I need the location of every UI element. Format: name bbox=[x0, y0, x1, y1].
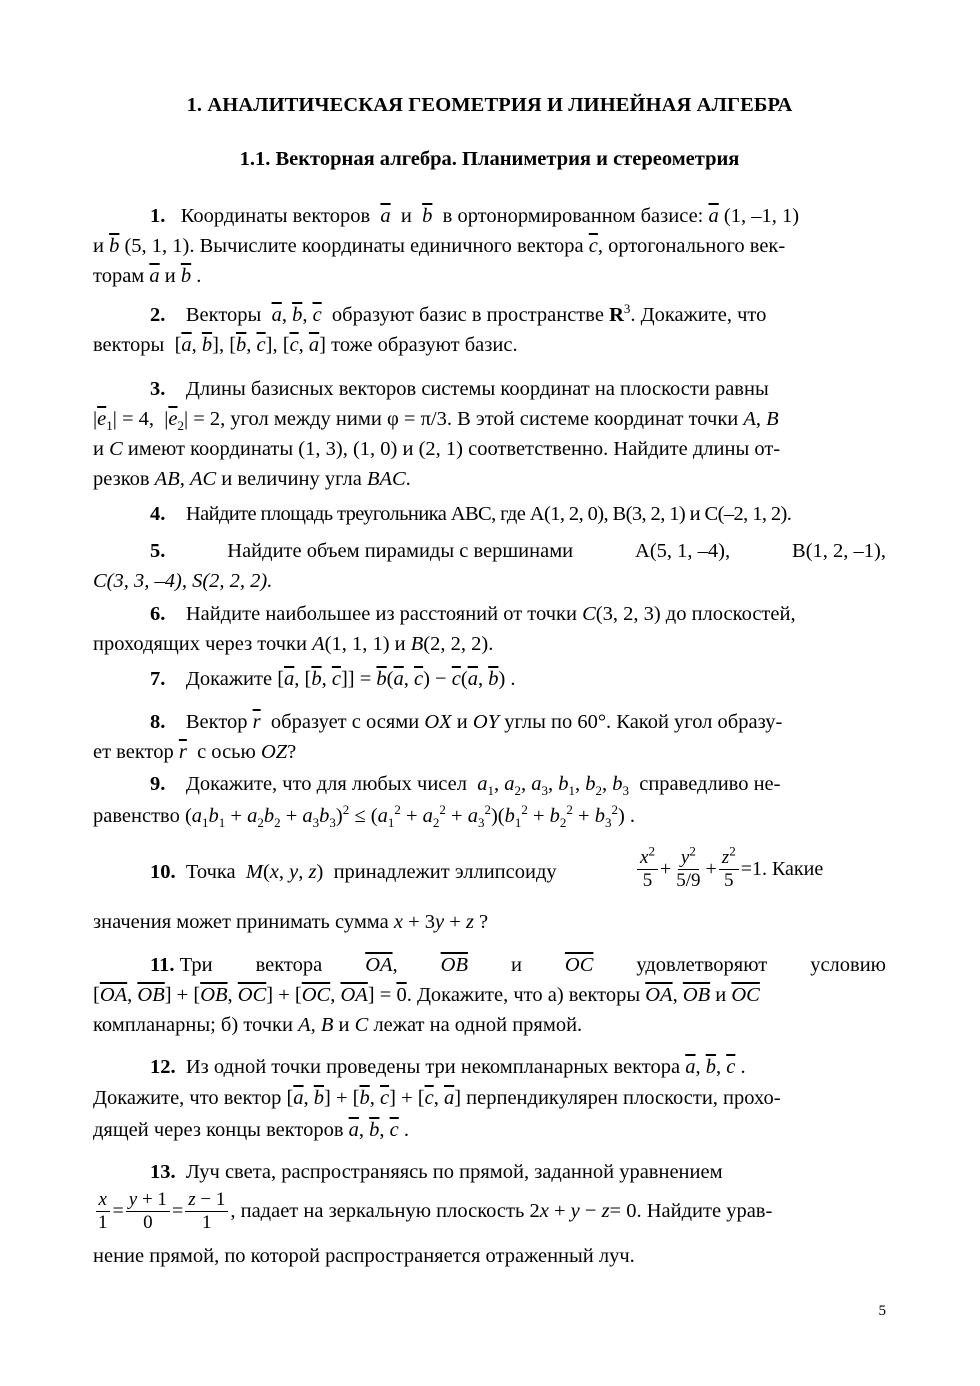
problem-number: 8. bbox=[150, 711, 166, 733]
problem-number: 1. bbox=[150, 205, 166, 227]
problem-number: 7. bbox=[150, 668, 166, 690]
problem-10: 10. Точка M(x, y, z) принадлежит эллипсоиду $\frac{x^2}{5}$ + $\frac{y^2}{5/9}$ + $\frac{z^2}{5}$ =1 . Какие bbox=[150, 843, 824, 891]
problem-1: 1. Координаты векторов $\overline{a}$ и $\overline{b}$ в ортонормированном базисе: $\overline{a}$ (1, –1, 1) и $\overline{b}$ (5, 1, 1). Вычислите координаты единичного вектора $\overline{c}$, ортогонального век- торам $\overline{a}$ и $\overline{b}$ . bbox=[93, 201, 886, 291]
problem-number: 13. bbox=[150, 1161, 176, 1183]
problem-5: 5. Найдите объем пирамиды с вершинами A(5, 1, –4), B(1, 2, –1), C(3, 3, –4), S(2, 2, 2). bbox=[93, 536, 886, 594]
problem-number: 9. bbox=[150, 773, 166, 795]
problem-13-cont: нение прямой, по которой распространяется отраженный луч. bbox=[93, 1245, 635, 1267]
problem-number: 4. bbox=[150, 503, 166, 525]
problem-8: 8. Вектор $\overline{r}$ образует с осями OX и OY углы по 60°. Какой угол образу- ет вектор $\overline{r}$ с осью OZ? bbox=[93, 707, 886, 767]
problem-number: 3. bbox=[150, 378, 166, 400]
page bbox=[93, 0, 886, 1386]
problem-3: 3. Длины базисных векторов системы координат на плоскости равны $|\overline{e}_1| = 4$, $|\overline{e}_2| = 2$, угол между ними φ = π/3. В этой системе координат точки A, B и C имеют координаты (1, 3), (1, 0) и (2, 1) соответственно. Найдите длины от- резков AB, AC и величину угла BAC. bbox=[93, 374, 886, 494]
chapter-title: 1. АНАЛИТИЧЕСКАЯ ГЕОМЕТРИЯ И ЛИНЕЙНАЯ АЛГЕБРА bbox=[186, 94, 793, 116]
problem-13-equation: $\frac{x}{1}$ = $\frac{y + 1}{0}$ = $\frac{z - 1}{1}$ , падает на зеркальную плоскость 2 x + y − z = 0. Найдите урав- bbox=[93, 1189, 886, 1241]
problem-4: 4. Найдите площадь треугольника ABC, где A(1, 2, 0), B(3, 2, 1) и C(–2, 1, 2). bbox=[93, 499, 886, 529]
problem-number: 2. bbox=[150, 304, 166, 326]
page-number: 5 bbox=[878, 1303, 886, 1319]
problem-12: 12. Из одной точки проведены три некомпланарных вектора $\overline{a}$, $\overline{b}$, $\overline{c}$ . Докажите, что вектор [$\overline{a}$, $\overline{b}] + [\overline{b}$, $\overline{c}] + [\overline{c}$, $\overline{a}$] перпендикулярен плоскости, прохо- дящей через концы векторов $\overline{a}$, $\overline{b}$, $\overline{c}$ . bbox=[93, 1052, 886, 1146]
problem-number: 5. bbox=[150, 540, 166, 562]
problem-9: 9. Докажите, что для любых чисел $a_1$, $a_2$, $a_3$, $b_1$, $b_2$, $b_3$ справедливо не- равенство $(a_1b_1 + a_2b_2 + a_3b_3)^2 \le (a_1^2 + a_2^2 + a_3^2)(b_1^2 + b_2^2 + b_3^2)$ . bbox=[93, 769, 886, 833]
problem-number: 11. bbox=[150, 954, 175, 976]
problem-number: 10. bbox=[150, 861, 176, 883]
problem-7: 7. Докажите [$\overline{a}$, [$\overline{b}$, $\overline{c}]] = \overline{b}(\overline{a}$, $\overline{c}) - \overline{c}(\overline{a}$, $\overline{b}$) . bbox=[93, 664, 886, 694]
section-title: 1.1. Векторная алгебра. Планиметрия и стереометрия bbox=[239, 148, 740, 170]
problem-number: 12. bbox=[150, 1056, 176, 1078]
problem-13: 13. Луч света, распространяясь по прямой, заданной уравнением bbox=[93, 1157, 886, 1187]
problem-10-cont: значения может принимать сумма x + 3y + z ? bbox=[93, 911, 489, 933]
problem-6: 6. Найдите наибольшее из расстояний от точки C(3, 2, 3) до плоскостей, проходящих через точки A(1, 1, 1) и B(2, 2, 2). bbox=[93, 599, 886, 659]
problem-2: 2. Векторы $\overline{a}$, $\overline{b}$, $\overline{c}$ образуют базис в пространстве $R^3$. Докажите, что векторы [$\overline{a}$, $\overline{b}$], [$\overline{b}$, $\overline{c}$], [$\overline{c}$, $\overline{a}$] тоже образуют базис. bbox=[93, 301, 767, 356]
problem-number: 6. bbox=[150, 603, 166, 625]
problem-11: 11. Три вектора $\overline{OA}$, $\overline{OB}$ и $\overline{OC}$ удовлетворяют условию [$\overline{OA}$, $\overline{OB}] + [\overline{OB}$, $\overline{OC}] + [\overline{OC}$, $\overline{OA}] = 0$. Докажите, что а) векторы $\overline{OA}$, $\overline{OB}$ и $\overline{OC}$ компланарны; б) точки A, B и C лежат на одной прямой. bbox=[93, 950, 886, 1040]
